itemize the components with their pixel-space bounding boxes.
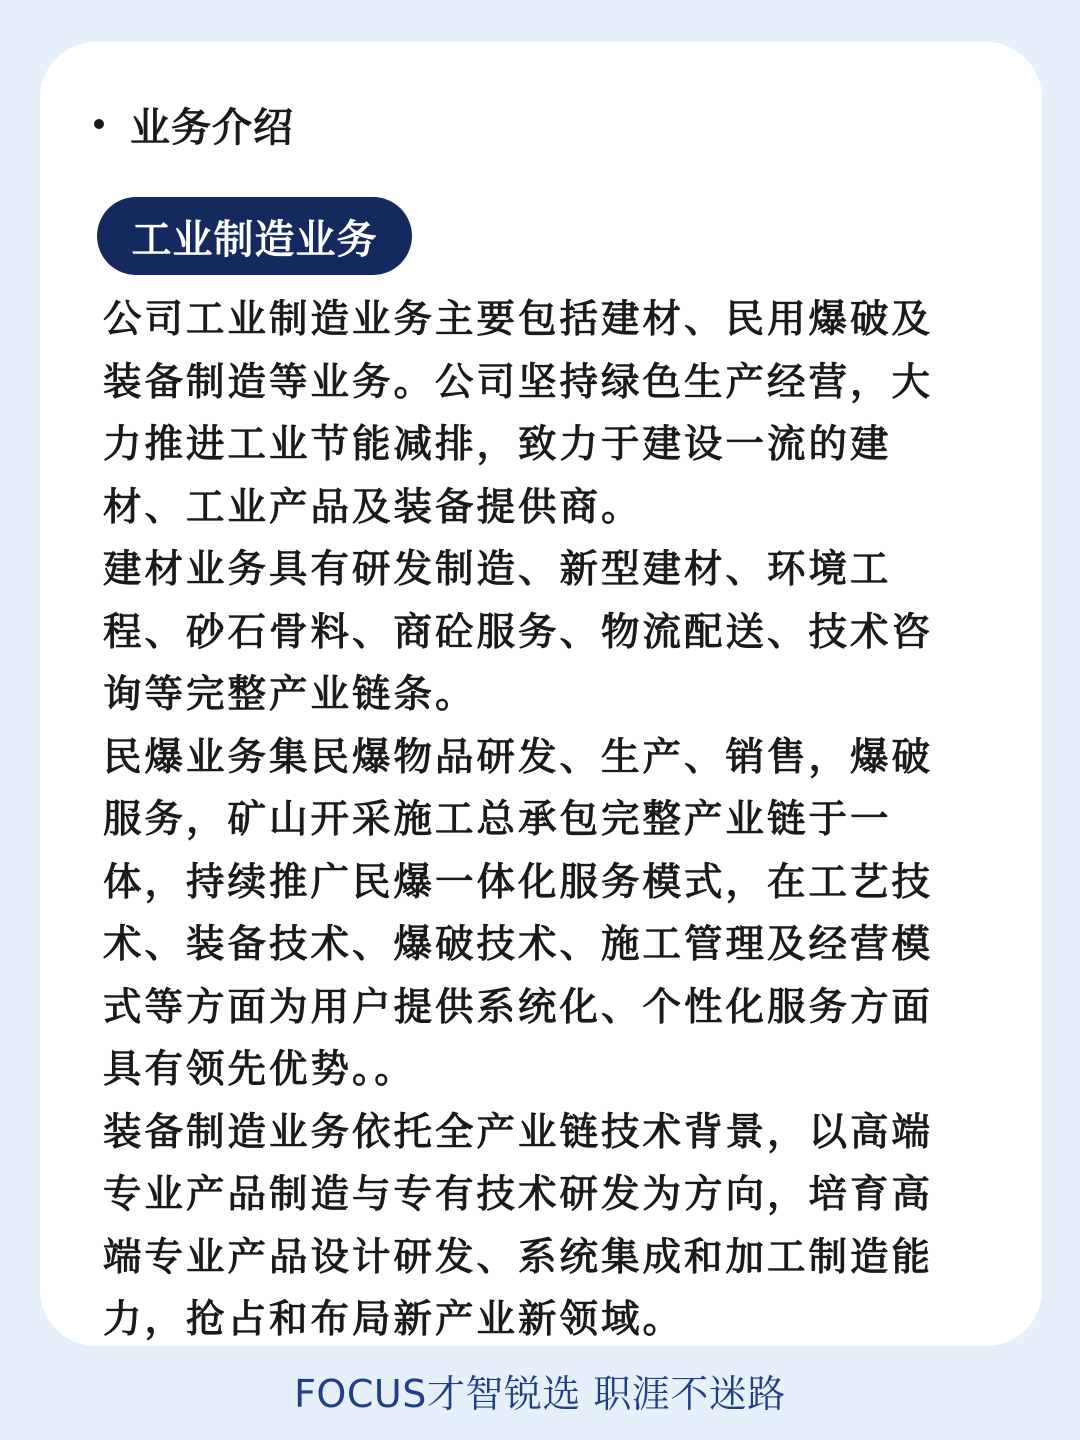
business-tag	[97, 197, 412, 275]
business-description	[103, 289, 963, 1352]
paragraph-equipment-manufacturing: 装备制造业务依托全产业链技术背景，以高端专业产品制造与专有技术研发为方向，培育高端专业产品设计研发、系统集成和加工制造能力，抢占和布局新产业新领域。	[103, 1109, 934, 1342]
paragraph-overview: 公司工业制造业务主要包括建材、民用爆破及装备制造等业务。公司坚持绿色生产经营，大力推进工业节能减排，致力于建设一流的建材、工业产品及装备提供商。	[103, 297, 934, 530]
business-tag-label: 工业制造业务	[131, 216, 378, 263]
section-title: 业务介绍	[130, 104, 294, 151]
section-heading	[90, 96, 294, 152]
paragraph-civil-explosives: 民爆业务集民爆物品研发、生产、销售，爆破服务，矿山开采施工总承包完整产业链于一体，持续推广民爆一体化服务模式，在工艺技术、装备技术、爆破技术、施工管理及经营模式等方面为用户提供系统化、个性化服务方面具有领先优势。。	[103, 734, 934, 1092]
footer-slogan: FOCUS才智锐选 职涯不迷路	[294, 1371, 786, 1416]
bullet-dot-icon	[94, 119, 104, 129]
paragraph-building-materials: 建材业务具有研发制造、新型建材、环境工程、砂石骨料、商砼服务、物流配送、技术咨询等完整产业链条。	[103, 547, 934, 717]
